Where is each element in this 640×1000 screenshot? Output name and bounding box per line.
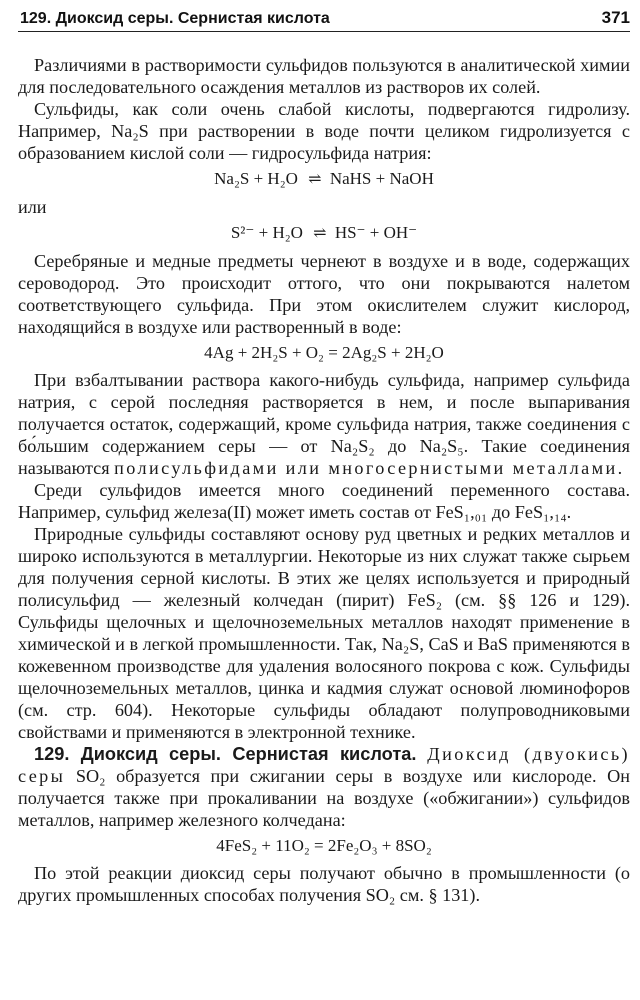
equation-left: Na₂S + H₂O [214,169,298,188]
equation-pyrite-roasting: 4FeS₂ + 11O₂ = 2Fe₂O₃ + 8SO₂ [216,836,432,855]
polysulfides-term: полисульфидами или многосернистыми металлами [114,458,618,478]
polysulfides-text: При взбалтывании раствора какого-нибудь сульфида, например сульфида натрия, с серой последняя растворяется в нем, и после выпаривания получается остаток, содержащий, кроме сульфида натрия, также соединения с бо́льшим содержанием серы — от Na₂S₂ до Na₂S₅. Такие соединения называются [18,370,630,478]
sulfur-dioxide-text: SO₂ образуется при сжигании серы в воздухе или кислороде. Он получается также при прокаливании на воздухе («обжигании») сульфидов металлов, например железного колчедана: [18,766,630,830]
polysulfides-end: . [617,458,623,478]
equation-silver-sulfide: 4Ag + 2H₂S + O₂ = 2Ag₂S + 2H₂O [204,343,444,362]
running-header [18,8,630,32]
paragraph-analytical-use: Различиями в растворимости сульфидов пользуются в аналитической химии для последовательного осаждения металлов из растворов их солей. [18,55,630,97]
paragraph-sulfur-dioxide [18,743,630,831]
equilibrium-arrow-icon: ⇌ [308,171,320,188]
paragraph-industrial-production: По этой реакции диоксид серы получают обычно в промышленности (о других промышленных способах получения SO₂ см. § 131). [18,863,630,905]
equation-right: NaHS + NaOH [329,169,434,188]
equilibrium-arrow-icon: ⇌ [313,225,325,242]
sulfur-dioxide-term: Диоксид (двуокись) серы [18,744,630,786]
equation-na2s-hydrolysis [18,167,630,192]
paragraph-natural-sulfides: Природные сульфиды составляют основу руд цветных и редких металлов и широко используются в металлургии. Некоторые из них служат также сырьем для получения серной кислоты. В этих же целях используется и природный полисульфид — железный колчедан (пирит) FeS₂ (см. §§ 126 и 129). Сульфиды щелочных и щелочноземельных металлов находят применение в химической и в легкой промышленности. Так, Na₂S, CaS и BaS применяются в кожевенном производстве для удаления волосяного покрова с кож. Сульфиды щелочноземельных металлов, цинка и кадмия служат основой люминофоров (см. стр. 604). Некоторые сульфиды обладают полупроводниковыми свойствами и применяются в электронной технике. [18,524,630,742]
running-header-title: 129. Диоксид серы. Сернистая кислота [20,10,330,27]
equation-left: S²⁻ + H₂O [230,223,303,242]
paragraph-silver-tarnish: Серебряные и медные предметы чернеют в воздухе и в воде, содержащих сероводород. Это происходит оттого, что они покрываются налетом соответствующего сульфида. При этом окислителем служит кислород, находящийся в воздухе или растворенный в воде: [18,251,630,337]
equation-right: HS⁻ + OH⁻ [334,223,418,242]
book-page [18,8,630,906]
section-heading: 129. Диоксид серы. Сернистая кислота. [34,744,417,764]
equation-ionic-hydrolysis [18,221,630,246]
paragraph-polysulfides [18,369,630,479]
word-or: или [18,197,47,217]
paragraph-variable-composition: Среди сульфидов имеется много соединений переменного состава. Например, сульфид железа(II) может иметь состав от FeS₁,₀₁ до FeS₁,₁₄. [18,480,630,522]
page-number: 371 [601,8,630,27]
paragraph-hydrolysis: Сульфиды, как соли очень слабой кислоты, подвергаются гидролизу. Например, Na₂S при растворении в воде почти целиком гидролизуется с образованием кислой соли — гидросульфида натрия: [18,99,630,163]
